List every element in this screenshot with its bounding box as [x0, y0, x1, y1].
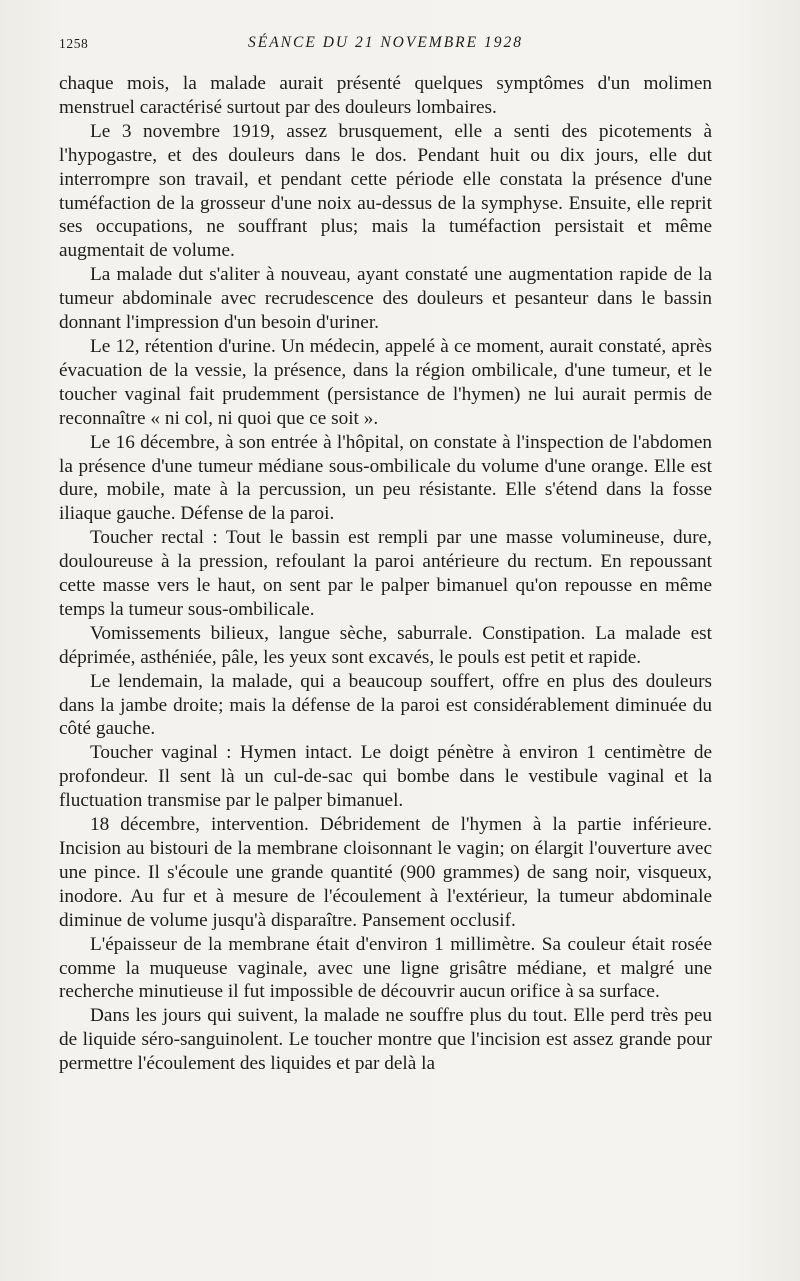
paragraph: Toucher vaginal : Hymen intact. Le doigt pénètre à environ 1 centimètre de profondeur. Il sent là un cul-de-sac qui bombe dans le vestibule vaginal et la fluctuation transmise par le palper bimanuel.	[59, 742, 712, 812]
paragraph: chaque mois, la malade aurait présenté quelques symptômes d'un molimen menstruel caractérisé surtout par des douleurs lombaires.	[59, 73, 712, 118]
running-title: SÉANCE DU 21 NOVEMBRE 1928	[247, 34, 523, 51]
paragraph: Le 3 novembre 1919, assez brusquement, elle a senti des picotements à l'hypogastre, et des douleurs dans le dos. Pendant huit ou dix jours, elle dut interrompre son travail, et pendant cette période elle constata la présence d'une tuméfaction de la grosseur d'une noix au-dessus de la symphyse. Ensuite, elle reprit ses occupations, ne souffrant plus; mais la tuméfaction persistait et même augmentait de volume.	[59, 120, 712, 262]
paragraph: Toucher rectal : Tout le bassin est rempli par une masse volumineuse, dure, douloureuse à la pression, refoulant la paroi antérieure du rectum. En repoussant cette masse vers le haut, on sent par le palper bimanuel qu'on repousse en même temps la tumeur sous-ombilicale.	[59, 527, 712, 620]
paragraph: Le 12, rétention d'urine. Un médecin, appelé à ce moment, aurait constaté, après évacuation de la vessie, la présence, dans la région ombilicale, d'une tumeur, et le toucher vaginal fait prudemment (persistance de l'hymen) ne lui aurait permis de reconnaître « ni col, ni quoi que ce soit ».	[59, 335, 712, 429]
paragraph: L'épaisseur de la membrane était d'environ 1 millimètre. Sa couleur était rosée comme la muqueuse vaginale, avec une ligne grisâtre médiane, et malgré une recherche minutieuse il fut impossible de découvrir aucun orifice à sa surface.	[59, 933, 712, 1003]
paragraph: Dans les jours qui suivent, la malade ne souffre plus du tout. Elle perd très peu de liquide séro-sanguinolent. Le toucher montre que l'incision est assez grande pour permettre l'écoulement des liquides et par delà la	[59, 1005, 712, 1075]
page-number: 1258	[59, 36, 89, 51]
running-header	[59, 34, 712, 58]
paragraph: 18 décembre, intervention. Débridement de l'hymen à la partie inférieure. Incision au bistouri de la membrane cloisonnant le vagin; on élargit l'ouverture avec une pince. Il s'écoule une grande quantité (900 grammes) de sang noir, visqueux, inodore. Au fur et à mesure de l'écoulement à l'extérieur, la tumeur abdominale diminue de volume jusqu'à disparaître. Pansement occlusif.	[59, 814, 712, 931]
article-body	[59, 72, 712, 1076]
paragraph: Le lendemain, la malade, qui a beaucoup souffert, offre en plus des douleurs dans la jambe droite; mais la défense de la paroi est considérablement diminuée du côté gauche.	[59, 670, 712, 740]
paragraph: Le 16 décembre, à son entrée à l'hôpital, on constate à l'inspection de l'abdomen la présence d'une tumeur médiane sous-ombilicale du volume d'une orange. Elle est dure, mobile, mate à la percussion, un peu résistante. Elle s'étend dans la fosse iliaque gauche. Défense de la paroi.	[59, 431, 712, 525]
paragraph: Vomissements bilieux, langue sèche, saburrale. Constipation. La malade est déprimée, asthéniée, pâle, les yeux sont excavés, le pouls est petit et rapide.	[59, 622, 712, 668]
paragraph: La malade dut s'aliter à nouveau, ayant constaté une augmentation rapide de la tumeur abdominale avec recrudescence des douleurs et pesanteur dans le bassin donnant l'impression d'un besoin d'uriner.	[59, 264, 712, 334]
